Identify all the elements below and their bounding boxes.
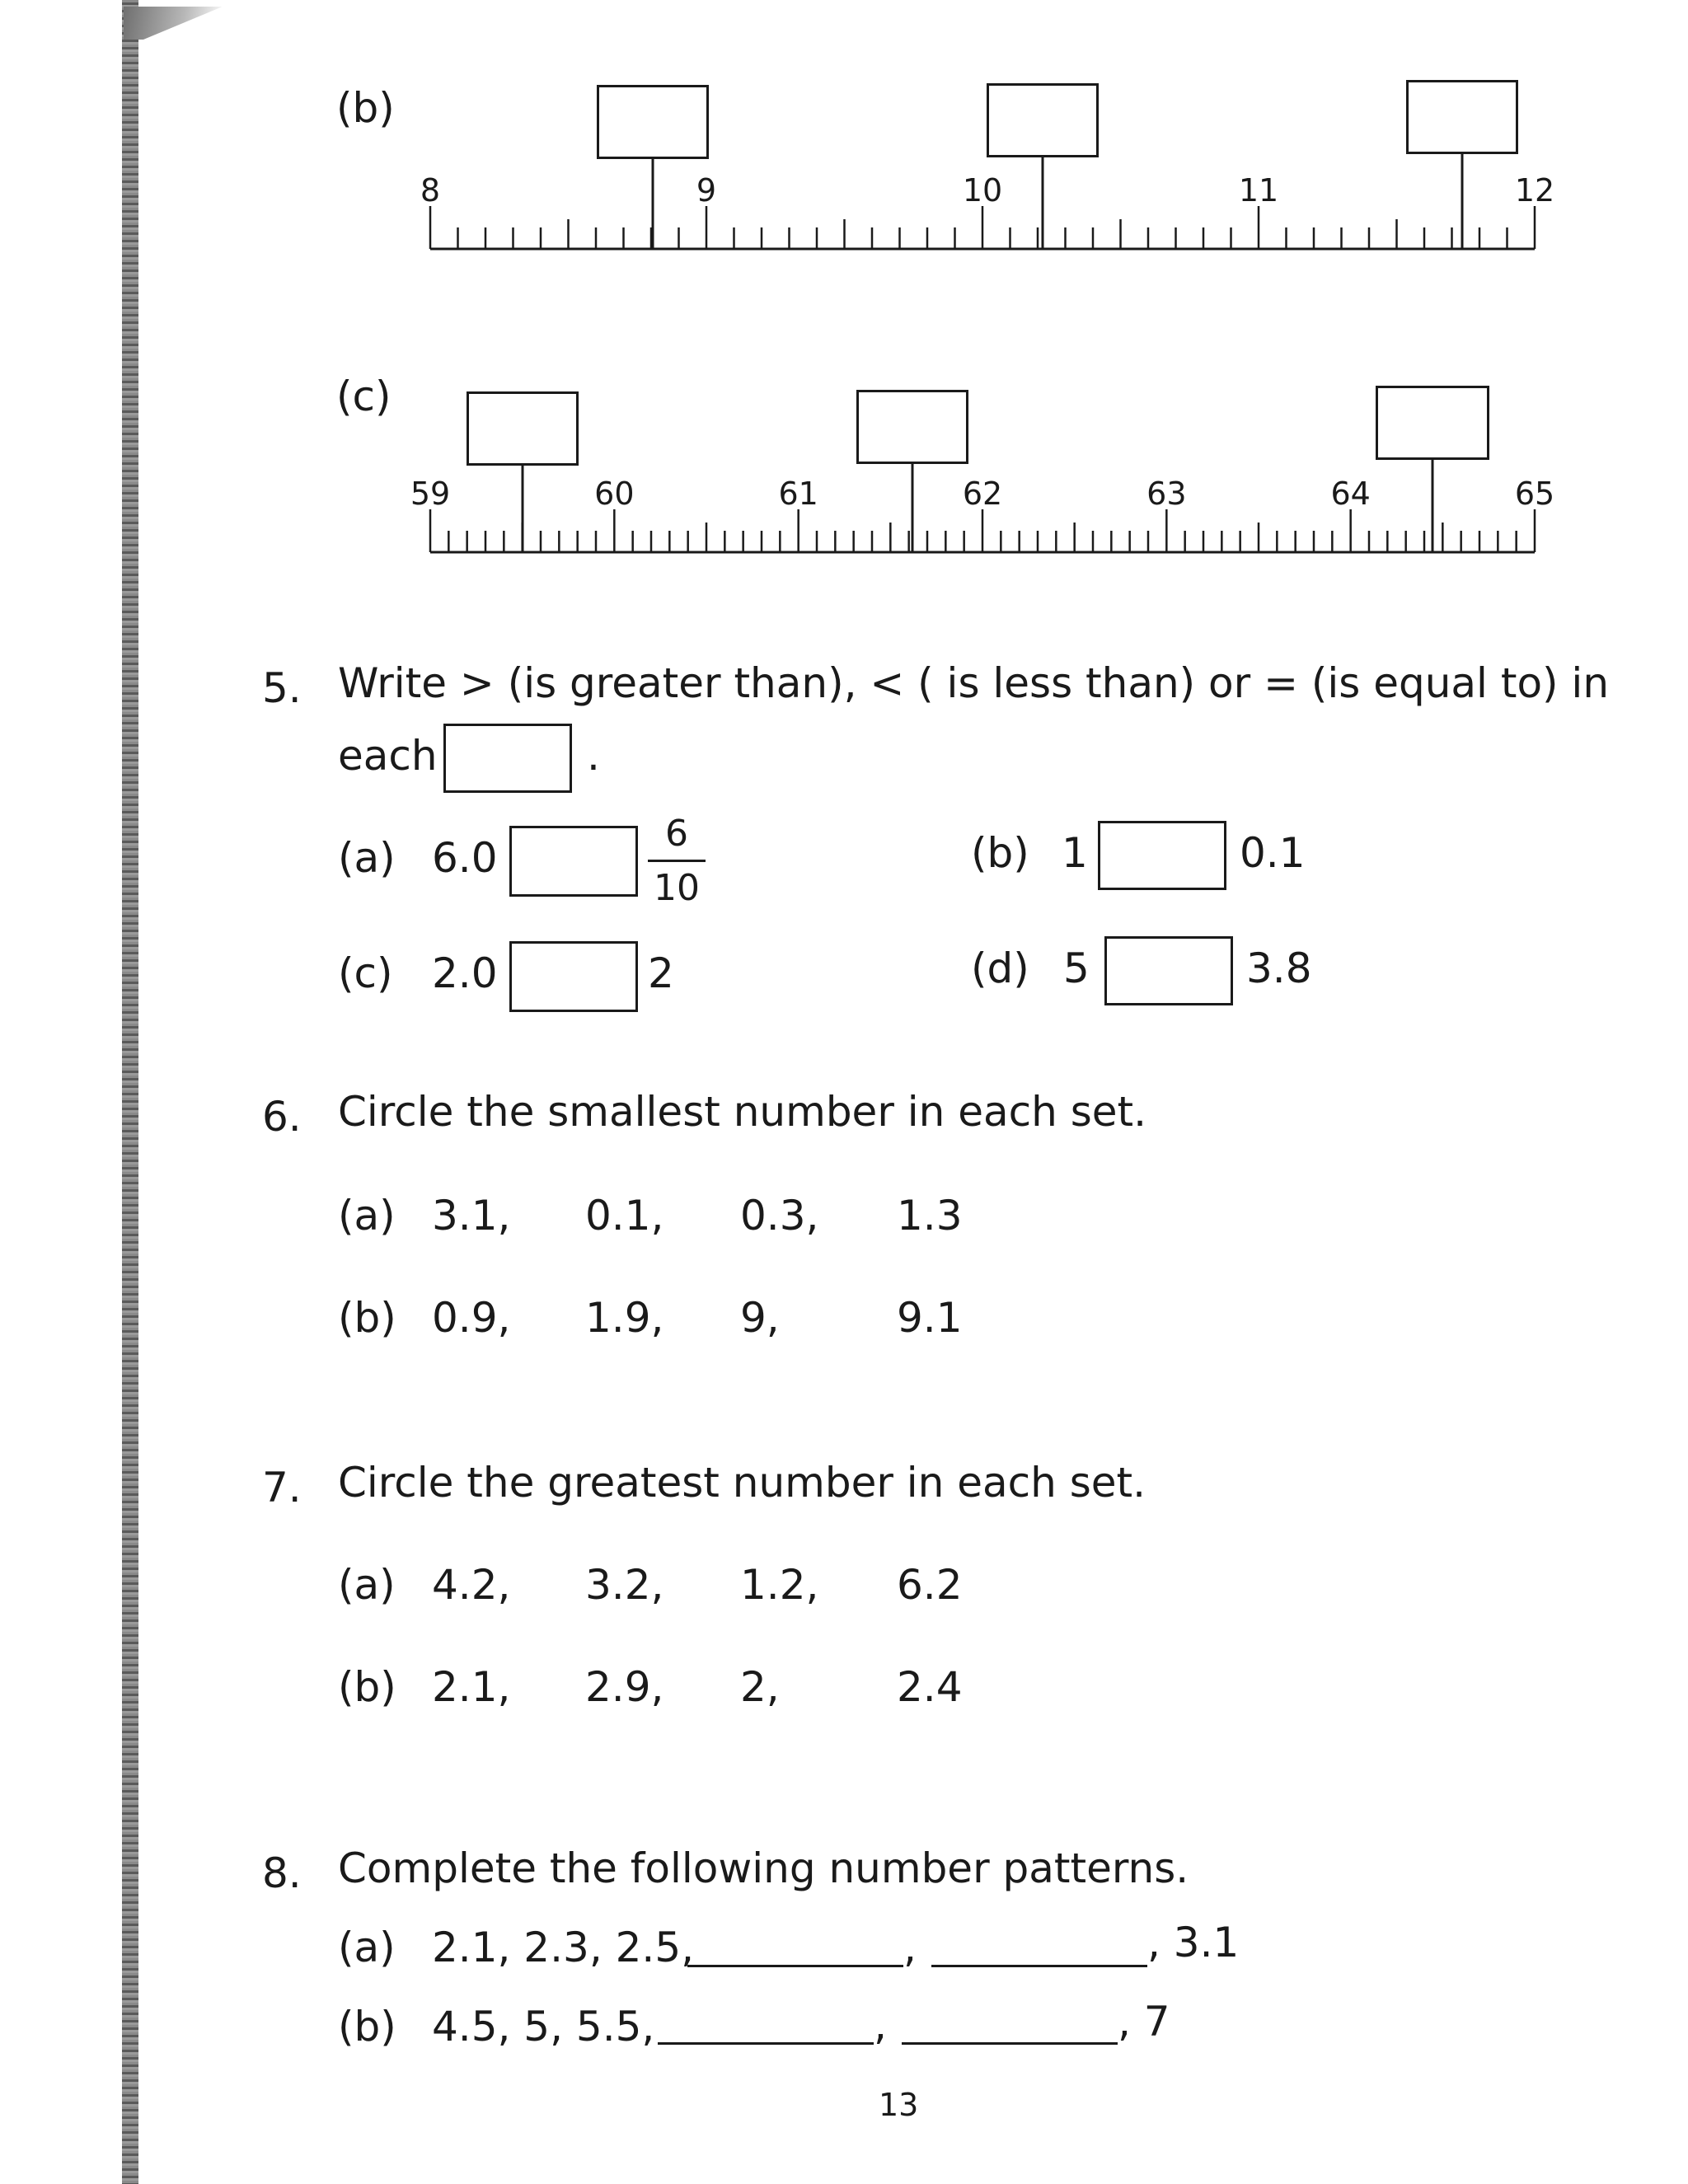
q5d-left-value: 5 [1063,944,1090,992]
q5c-right-value: 2 [648,949,674,997]
q5a-fraction [648,813,706,909]
q5d-right-value: 3.8 [1246,944,1312,992]
q5b-right-value: 0.1 [1240,829,1306,877]
q5b-left-value: 1 [1062,829,1088,877]
q6b-label: (b) [338,1294,396,1342]
ruler-c-tick-label: 60 [594,476,635,512]
q4b-label: (b) [336,84,395,132]
q7a-value[interactable]: 4.2, [432,1561,511,1609]
q6a-value[interactable]: 3.1, [432,1192,511,1240]
q5c-answer-box[interactable] [509,941,638,1012]
q6b-value[interactable]: 9.1 [897,1294,963,1342]
q6b-value[interactable]: 9, [740,1294,780,1342]
q8a-end: , 3.1 [1147,1919,1240,1966]
q5b-answer-box[interactable] [1098,821,1226,890]
q5-instruction-cont: each [338,732,438,780]
q5b-label: (b) [971,829,1029,877]
number-line-c [0,0,1688,577]
q8b-label: (b) [338,2003,396,2050]
ruler-c-tick-label: 62 [962,476,1003,512]
q8a-sequence: 2.1, 2.3, 2.5, [432,1924,695,1971]
ruler-c-tick-label: 59 [410,476,451,512]
q7a-label: (a) [338,1561,396,1609]
q4c-answer-box-3[interactable] [1376,386,1489,460]
ruler-b-tick-label: 11 [1238,172,1279,209]
ruler-c-tick-label: 61 [778,476,818,512]
ruler-c-tick-label: 64 [1330,476,1371,512]
q4c-answer-box-2[interactable] [856,390,968,464]
q8b-blank-1[interactable] [658,2042,874,2045]
q6b-value[interactable]: 1.9, [585,1294,664,1342]
ruler-b-tick-label: 8 [420,172,441,209]
q8-number: 8. [262,1849,302,1897]
ruler-c-tick-label: 63 [1146,476,1187,512]
q6a-label: (a) [338,1192,396,1240]
q7-instruction: Circle the greatest number in each set. [338,1459,1146,1507]
q5-example-box [443,724,572,793]
q5a-left-value: 6.0 [432,834,498,882]
q8a-label: (a) [338,1924,396,1971]
q7b-value[interactable]: 2, [740,1663,780,1711]
q8b-end: , 7 [1118,1998,1170,2046]
q5a-numerator: 6 [665,813,688,855]
q7-number: 7. [262,1464,302,1511]
q6a-value[interactable]: 0.1, [585,1192,664,1240]
q8b-sequence: 4.5, 5, 5.5, [432,2003,655,2050]
q6a-value[interactable]: 0.3, [740,1192,819,1240]
page-number: 13 [879,2087,919,2123]
q5c-left-value: 2.0 [432,949,498,997]
q5-instruction: Write > (is greater than), < ( is less than) or = (is equal to) in [338,659,1610,707]
q8-instruction: Complete the following number patterns. [338,1844,1189,1892]
q6a-value[interactable]: 1.3 [897,1192,963,1240]
ruler-c-tick-label: 65 [1514,476,1555,512]
q7a-value[interactable]: 1.2, [740,1561,819,1609]
q7a-value[interactable]: 3.2, [585,1561,664,1609]
q6-number: 6. [262,1093,302,1141]
ruler-b-tick-label: 9 [696,172,717,209]
q8a-blank-2[interactable] [931,1965,1147,1967]
q6-instruction: Circle the smallest number in each set. [338,1088,1147,1136]
q5a-denominator: 10 [654,867,700,909]
q7b-value[interactable]: 2.1, [432,1663,511,1711]
q5a-label: (a) [338,834,396,882]
q8a-comma: , [903,1924,917,1971]
ruler-b-tick-label: 10 [962,172,1003,209]
q8b-comma: , [874,2001,887,2049]
q5-number: 5. [262,664,302,712]
q7b-label: (b) [338,1663,396,1711]
q5a-answer-box[interactable] [509,826,638,897]
q7b-value[interactable]: 2.4 [897,1663,963,1711]
q5d-label: (d) [971,944,1029,992]
q8b-blank-2[interactable] [902,2042,1118,2045]
q8a-blank-1[interactable] [687,1965,903,1967]
q7a-value[interactable]: 6.2 [897,1561,963,1609]
q7b-value[interactable]: 2.9, [585,1663,664,1711]
ruler-b-tick-label: 12 [1514,172,1555,209]
q6b-value[interactable]: 0.9, [432,1294,511,1342]
q5d-answer-box[interactable] [1104,936,1233,1005]
q5c-label: (c) [338,949,393,997]
fraction-bar [648,860,706,862]
q4c-answer-box-1[interactable] [467,391,579,466]
q4c-label: (c) [336,373,392,420]
q5-instruction-period: . [587,732,600,780]
